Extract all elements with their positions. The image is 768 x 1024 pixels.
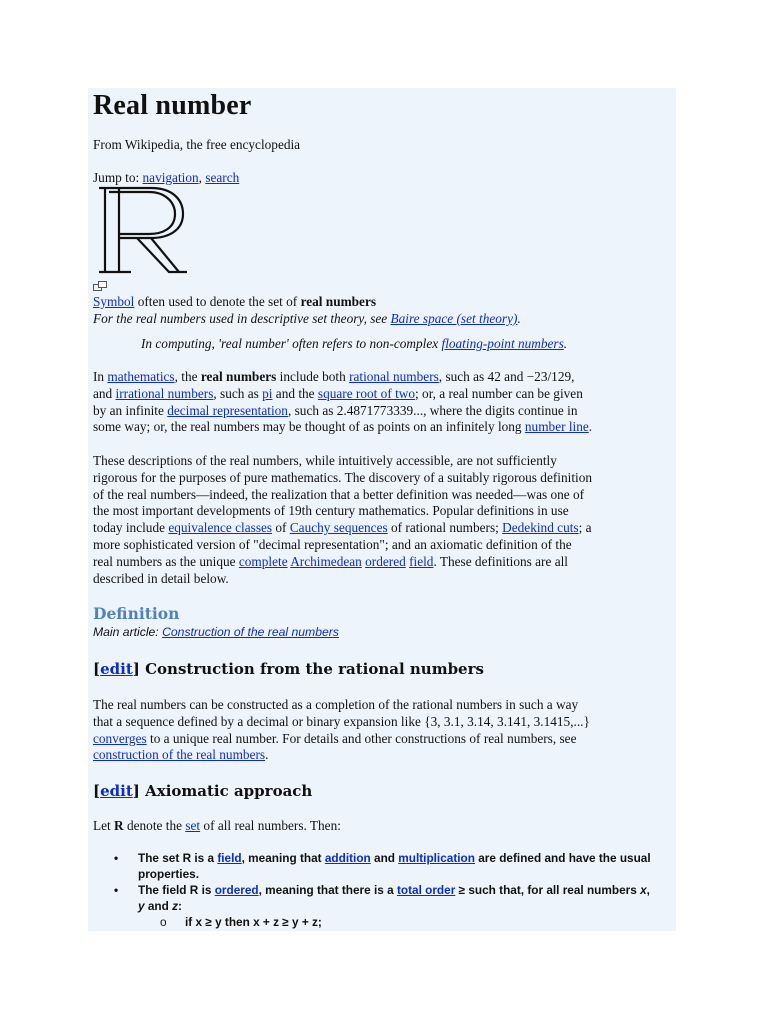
- text: today include: [93, 520, 169, 536]
- text-line: [93, 747, 675, 764]
- symbol-caption: [93, 294, 675, 311]
- page-title: Real number: [93, 90, 252, 121]
- text: :: [178, 899, 182, 913]
- hatnote-text: For the real numbers used in descriptive set theory, see: [93, 311, 391, 326]
- text: .: [265, 747, 269, 763]
- bold-term: real numbers: [200, 369, 277, 384]
- section-construction-heading: [edit] Construction from the rational numbers: [93, 660, 484, 678]
- symbol-link[interactable]: Symbol: [93, 294, 135, 309]
- text: , the: [174, 369, 201, 384]
- var-y: y: [138, 899, 145, 913]
- text: ≥ such that, for all real numbers: [455, 883, 641, 897]
- definitions-paragraph: [93, 453, 675, 587]
- tagline: From Wikipedia, the free encyclopedia: [93, 137, 301, 152]
- sub-list-item: [93, 914, 675, 930]
- square-root-two-link[interactable]: square root of two: [317, 385, 416, 401]
- pi-link[interactable]: pi: [262, 385, 273, 401]
- hatnote-end: .: [563, 336, 568, 351]
- sub-list: [93, 914, 675, 930]
- text: of: [272, 520, 290, 536]
- text: if x ≥ y then x + z ≥ y + z;: [185, 915, 322, 929]
- field-axiom-link[interactable]: field: [217, 851, 242, 865]
- text-line: [93, 554, 675, 571]
- hatnote-computing: [141, 336, 681, 353]
- text-line: [93, 386, 675, 403]
- text: , meaning that there is a: [258, 883, 397, 897]
- section-title: Construction from the rational numbers: [145, 660, 484, 678]
- edit-link[interactable]: edit: [100, 660, 133, 678]
- text-line: rigorous for the purposes of pure mathematics. The discovery of a suitably rigorous definition: [93, 469, 593, 485]
- main-article-note: [93, 625, 675, 639]
- decimal-representation-link[interactable]: decimal representation: [167, 402, 288, 418]
- text: , meaning that: [241, 851, 325, 865]
- dedekind-cuts-link[interactable]: Dedekind cuts: [502, 520, 579, 536]
- text-line: described in detail below.: [93, 570, 229, 586]
- real-numbers-symbol-image[interactable]: [93, 184, 191, 276]
- text: and: [144, 899, 173, 913]
- text-line: [93, 419, 675, 436]
- text: to a unique real number. For details and other constructions of real numbers, see: [146, 730, 577, 746]
- rational-numbers-link[interactable]: rational numbers: [349, 369, 439, 384]
- text: ; a: [578, 520, 592, 536]
- axiom-list: [93, 850, 675, 930]
- list-item: [93, 882, 675, 930]
- caption-text: often used to denote the set of: [134, 294, 301, 309]
- text: . These definitions are all: [433, 553, 568, 569]
- multiplication-link[interactable]: multiplication: [398, 851, 475, 865]
- mathematics-link[interactable]: mathematics: [107, 369, 175, 384]
- text-line: of the real numbers—indeed, the realization that a better definition was needed—was one of: [93, 486, 585, 502]
- text: In: [93, 369, 108, 384]
- text: , such as 2.4871773339..., where the digits continue in: [287, 402, 578, 418]
- cauchy-sequences-link[interactable]: Cauchy sequences: [289, 520, 388, 536]
- text: include both: [276, 369, 350, 384]
- text: some way; or, the real numbers may be thought of as points on an infinitely long: [93, 419, 525, 435]
- text-line: [93, 520, 675, 537]
- ordered-link[interactable]: ordered: [365, 553, 406, 569]
- construction-link[interactable]: construction of the real numbers: [93, 747, 266, 763]
- text: and the: [272, 385, 318, 401]
- set-link[interactable]: set: [185, 818, 201, 833]
- text: The field R is: [138, 883, 215, 897]
- text: of all real numbers. Then:: [200, 818, 341, 833]
- hatnote-baire: [93, 311, 675, 328]
- edit-link[interactable]: edit: [100, 782, 133, 800]
- baire-space-link[interactable]: Baire space (set theory): [390, 311, 518, 326]
- field-link[interactable]: field: [409, 553, 434, 569]
- text: ,: [646, 883, 650, 897]
- bold-symbol: R: [114, 818, 124, 833]
- text: .: [588, 419, 593, 435]
- text-line: more sophisticated version of "decimal representation"; and an axiomatic definition of the: [93, 536, 572, 552]
- enlarge-icon[interactable]: [93, 278, 107, 288]
- caption-bold: real numbers: [300, 294, 377, 309]
- addition-link[interactable]: addition: [324, 851, 371, 865]
- navigation-link[interactable]: navigation: [142, 170, 199, 185]
- text: of rational numbers;: [387, 520, 503, 536]
- section-title: Axiomatic approach: [145, 782, 313, 800]
- section-axiomatic-heading: [edit] Axiomatic approach: [93, 782, 313, 800]
- equivalence-classes-link[interactable]: equivalence classes: [168, 520, 273, 536]
- text-line: [93, 369, 675, 386]
- hatnote-text: In computing, 'real number' often refers to non-complex: [141, 336, 442, 351]
- text: and: [93, 385, 116, 401]
- definition-heading: Definition: [93, 604, 180, 623]
- document-page: [88, 88, 676, 931]
- jump-prefix: Jump to:: [93, 170, 140, 185]
- text: properties.: [138, 867, 199, 881]
- text: by an infinite: [93, 402, 168, 418]
- complete-link[interactable]: complete: [238, 553, 288, 569]
- text: real numbers as the unique: [93, 553, 239, 569]
- jump-separator: ,: [198, 170, 202, 185]
- number-line-link[interactable]: number line: [524, 419, 589, 435]
- axiomatic-intro: [93, 818, 675, 835]
- text: are defined and have the usual: [474, 851, 651, 865]
- list-item: [93, 850, 675, 882]
- text: The set R is a: [138, 851, 218, 865]
- text-line: the most important developments of 19th century mathematics. Popular definitions in use: [93, 503, 569, 519]
- main-article-prefix: Main article:: [93, 625, 163, 639]
- construction-paragraph: [93, 697, 675, 764]
- ordered-axiom-link[interactable]: ordered: [214, 883, 259, 897]
- intro-paragraph: [93, 369, 675, 436]
- text-line: [93, 403, 675, 420]
- text: ; or, a real number can be given: [415, 385, 583, 401]
- text-line: [93, 731, 675, 748]
- text-line: that a sequence defined by a decimal or binary expansion like {3, 3.1, 3.14, 3.141, 3.1415,...}: [93, 713, 590, 729]
- text: , such as: [213, 385, 263, 401]
- construction-main-link[interactable]: Construction of the real numbers: [162, 625, 339, 639]
- text-line: These descriptions of the real numbers, while intuitively accessible, are not sufficiently: [93, 453, 557, 468]
- hatnote-end: .: [517, 311, 521, 326]
- text-line: The real numbers can be constructed as a completion of the rational numbers in such a way: [93, 697, 579, 712]
- text: denote the: [123, 818, 186, 833]
- text: and: [370, 851, 399, 865]
- text: , such as 42 and −23/129,: [438, 369, 575, 384]
- var-z: z: [172, 899, 178, 913]
- var-x: x: [640, 883, 647, 897]
- converges-link[interactable]: converges: [93, 730, 147, 746]
- total-order-link[interactable]: total order: [396, 883, 456, 897]
- search-link[interactable]: search: [205, 170, 240, 185]
- archimedean-link[interactable]: Archimedean: [290, 553, 362, 569]
- floating-point-link[interactable]: floating-point numbers: [441, 336, 564, 351]
- irrational-numbers-link[interactable]: irrational numbers: [115, 385, 214, 401]
- text: Let: [93, 818, 115, 833]
